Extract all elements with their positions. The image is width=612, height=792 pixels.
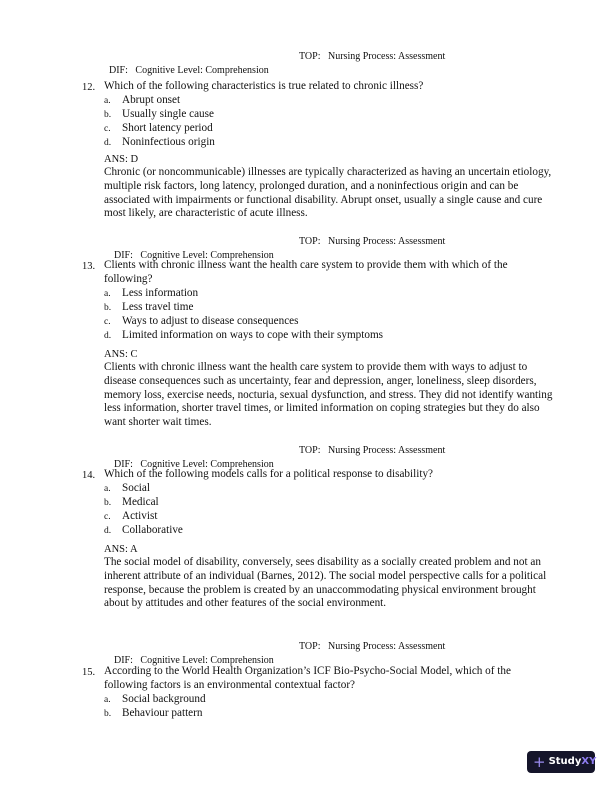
- question-number: 13.: [82, 261, 96, 272]
- option-d: d. Noninfectious origin: [104, 136, 215, 148]
- brand-accent: XY: [581, 756, 597, 768]
- question-number: 14.: [82, 470, 96, 481]
- rationale: Clients with chronic illness want the health care system to provide them with ways to adjust to disease consequences such as uncertainty, fear and depression, anger, loneliness, sleep disorders, memory loss, exercise needs, nocturia, sexual dysfunction, and stress. They did not identify wanting less information, shorter travel times, or limited information on coping strategies but they do also want shorter wait times.: [104, 361, 553, 429]
- option-c: c. Activist: [104, 510, 158, 522]
- studyxy-badge[interactable]: [527, 751, 595, 773]
- option-a: a. Social: [104, 482, 150, 494]
- question-number: 15.: [82, 667, 96, 678]
- rationale: Chronic (or noncommunicable) illnesses are typically characterized as having an uncertain etiology, multiple risk factors, long latency, prolonged duration, and a noninfectious origin and can be associated with impairments or functional disability. Abrupt onset, usually a single cause and cure most likely, are characteristic of acute illness.: [104, 166, 552, 220]
- top-label: TOP:: [299, 51, 321, 62]
- answer-key: ANS: A: [104, 544, 138, 555]
- option-d: d. Limited information on ways to cope with their symptoms: [104, 329, 384, 341]
- option-a: a. Abrupt onset: [104, 94, 181, 106]
- option-b: b. Usually single cause: [104, 108, 214, 120]
- question-text: Which of the following characteristics is true related to chronic illness?: [104, 80, 424, 92]
- answer-key: ANS: D: [104, 154, 139, 165]
- option-c: c. Short latency period: [104, 122, 213, 134]
- option-b: b. Less travel time: [104, 301, 194, 313]
- question-number: 12.: [82, 82, 96, 93]
- option-b: b. Behaviour pattern: [104, 707, 203, 719]
- question-text: Clients with chronic illness want the health care system to provide them with which of the following?: [104, 259, 508, 285]
- option-a: a. Less information: [104, 287, 199, 299]
- dif-line: DIF: Cognitive Level: Comprehension TOP: Nursing Process: Assessment: [114, 641, 446, 666]
- rationale: The social model of disability, conversely, sees disability as a socially created problem and not an inherent attribute of an individual (Barnes, 2012). The social model perspective calls for a political response, because the problem is created by an unaccommodating physical environment brought about by attitudes and other features of the social environment.: [104, 556, 547, 610]
- dif-line: DIF: Cognitive Level: Comprehension TOP: Nursing Process: Assessment: [114, 236, 446, 261]
- question-text: According to the World Health Organization’s ICF Bio-Psycho-Social Model, which of the following factors is an environmental contextual factor?: [104, 665, 511, 691]
- option-b: b. Medical: [104, 496, 159, 508]
- top-value: Nursing Process: Assessment: [328, 51, 446, 62]
- option-d: d. Collaborative: [104, 524, 183, 536]
- dif-label: DIF:: [109, 64, 128, 76]
- answer-key: ANS: C: [104, 349, 138, 360]
- brand-main: Study: [548, 756, 582, 768]
- dif-value: Cognitive Level: Comprehension: [135, 64, 269, 76]
- question-text: Which of the following models calls for a political response to disability?: [104, 468, 434, 480]
- dif-line: DIF: Cognitive Level: Comprehension TOP: Nursing Process: Assessment: [114, 445, 446, 470]
- option-c: c. Ways to adjust to disease consequences: [104, 315, 299, 327]
- option-a: a. Social background: [104, 693, 206, 705]
- plus-icon: +: [533, 753, 546, 771]
